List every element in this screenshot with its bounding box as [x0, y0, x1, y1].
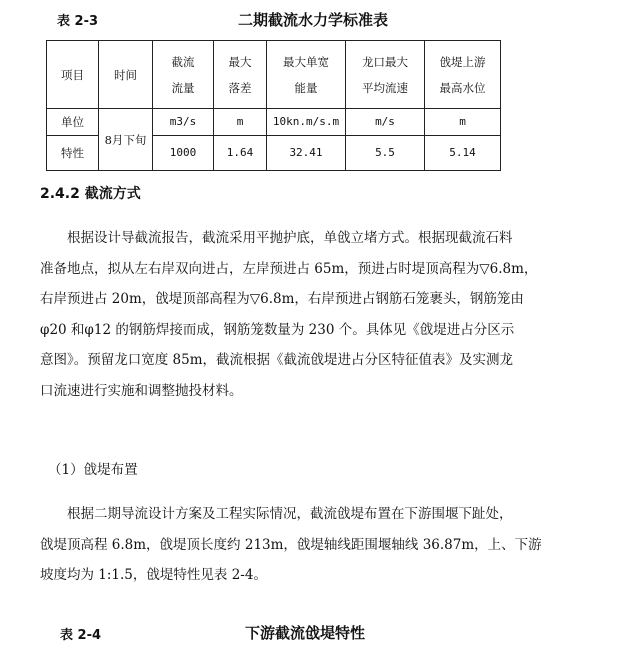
body-paragraph-2: [40, 499, 600, 591]
header-cell-water-level: 戗堤上游 最高水位: [425, 41, 501, 109]
header-cell-time: 时间: [99, 41, 153, 109]
paragraph-line: 根据设计导截流报告，截流采用平抛护底，单戗立堵方式。根据现截流石料: [67, 230, 513, 246]
subheading-embankment-layout: （1）戗堤布置: [48, 462, 138, 478]
paragraph-line: 右岸预进占 20m，戗堤顶部高程为▽6.8m，右岸预进占钢筋石笼裹头，钢筋笼由: [40, 291, 524, 307]
row-label-unit: 单位: [47, 109, 99, 136]
row-label-value: 特性: [47, 136, 99, 171]
unit-cell-velocity: m/s: [346, 109, 425, 136]
table-number-label-2: 表 2-4: [60, 628, 102, 643]
value-cell-flow: 1000: [153, 136, 214, 171]
header-cell-flow: 截流 流量: [153, 41, 214, 109]
unit-cell-flow: m3/s: [153, 109, 214, 136]
header-cell-unit-energy: 最大单宽 能量: [267, 41, 346, 109]
table-caption-2: 下游截流戗堤特性: [245, 624, 366, 642]
table-caption: 二期截流水力学标准表: [238, 11, 389, 29]
paragraph-line: 准备地点，拟从左右岸双向进占，左岸预进占 65m，预进占时堤顶高程为▽6.8m，: [40, 260, 538, 277]
body-paragraph-1: [40, 223, 600, 406]
unit-cell-energy: 10kn.m/s.m: [267, 109, 346, 136]
paragraph-line: 戗堤顶高程 6.8m，戗堤顶长度约 213m，戗堤轴线距围堰轴线 36.87m，上、下游: [40, 536, 542, 553]
header-cell-max-drop: 最大 落差: [214, 41, 267, 109]
unit-cell-water-level: m: [425, 109, 501, 136]
value-cell-energy: 32.41: [267, 136, 346, 171]
value-cell-velocity: 5.5: [346, 136, 425, 171]
section-heading: 2.4.2 截流方式: [40, 186, 141, 202]
header-cell-item: 项目: [47, 41, 99, 109]
value-cell-water-level: 5.14: [425, 136, 501, 171]
paragraph-line: 根据二期导流设计方案及工程实际情况，截流戗堤布置在下游围堰下趾处，: [67, 506, 513, 522]
paragraph-line: 意图》。预留龙口宽度 85m，截流根据《截流戗堤进占分区特征值表》及实测龙: [40, 352, 514, 368]
paragraph-line: φ20 和φ12 的钢筋焊接而成，钢筋笼数量为 230 个。具体见《戗堤进占分区示: [40, 321, 515, 338]
paragraph-line: 坡度均为 1:1.5，戗堤特性见表 2-4。: [40, 567, 267, 583]
hydraulic-standard-table: [46, 40, 501, 171]
table-row-unit: [47, 109, 501, 136]
paragraph-line: 口流速进行实施和调整抛投材料。: [40, 382, 243, 399]
table-header-row: [47, 41, 501, 109]
time-cell: 8月下旬: [99, 109, 153, 171]
table-number-label: 表 2-3: [57, 14, 99, 29]
unit-cell-drop: m: [214, 109, 267, 136]
header-cell-velocity: 龙口最大 平均流速: [346, 41, 425, 109]
value-cell-drop: 1.64: [214, 136, 267, 171]
